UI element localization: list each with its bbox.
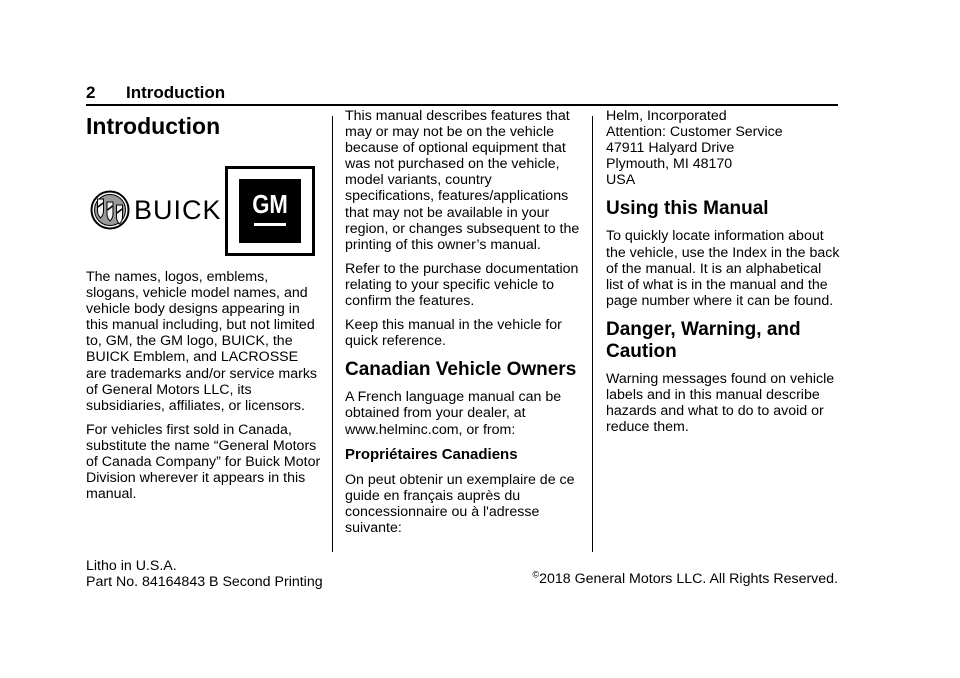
using-manual-heading: Using this Manual [606, 198, 769, 220]
using-manual-paragraph: To quickly locate information about the vehicle, use the Index in the back of the manual. It is an alphabetical list of what is in the manual and the page number where it can be found. [606, 228, 840, 309]
litho-text: Litho in U.S.A. [86, 558, 177, 574]
copyright-text: 2018 General Motors LLC. All Rights Reserved. [539, 571, 838, 587]
page-title: Introduction [86, 113, 221, 139]
column-1 [86, 108, 322, 510]
buick-tri-shield-icon [90, 190, 130, 230]
address-line: 47911 Halyard Drive [606, 140, 735, 157]
page-header [86, 82, 838, 106]
danger-warning-heading [606, 319, 842, 363]
address-line: Attention: Customer Service [606, 124, 783, 141]
address-line: Helm, Incorporated [606, 108, 727, 124]
french-manual-paragraph: A French language manual can be obtained from your dealer, at www.helminc.com, or from: [345, 389, 562, 438]
address-line: Plymouth, MI 48170 [606, 156, 733, 173]
address-line: USA [606, 172, 636, 189]
page-number: 2 [86, 83, 96, 102]
copyright-symbol: © [532, 569, 540, 580]
section-title: Introduction [126, 83, 226, 102]
danger-heading-line-1: Danger, Warning, and [606, 318, 801, 340]
buick-wordmark: BUICK [134, 195, 222, 225]
part-number: Part No. 84164843 B Second Printing [86, 574, 323, 590]
keep-manual-paragraph: Keep this manual in the vehicle for quick reference. [345, 317, 562, 350]
trademark-paragraph: The names, logos, emblems, slogans, vehicle model names, and vehicle body designs appearing in this manual including, but not limited to, GM, the GM logo, BUICK, the BUICK Emblem, and LACROSSE are trademarks and/or service marks of General Motors LLC, its subsidiaries, affiliates, or licensors. [86, 269, 318, 414]
column-divider [592, 116, 593, 552]
warning-paragraph: Warning messages found on vehicle labels and in this manual describe hazards and what to do to avoid or reduce them. [606, 370, 835, 436]
purchase-doc-paragraph: Refer to the purchase documentation relating to your specific vehicle to confirm the features. [345, 260, 579, 310]
buick-logo [90, 190, 222, 230]
footer-copyright [532, 571, 838, 587]
french-paragraph: On peut obtenir un exemplaire de ce guide en français auprès du concessionnaire ou à l'adresse suivante: [345, 471, 575, 536]
proprietaires-heading: Propriétaires Canadiens [345, 445, 518, 463]
gm-underline [254, 223, 286, 226]
column-2 [345, 108, 581, 544]
column-3 [606, 108, 842, 443]
danger-heading-line-2: Caution [606, 340, 677, 362]
helm-address [606, 108, 842, 188]
footer-left [86, 558, 323, 590]
features-paragraph: This manual describes features that may or may not be on the vehicle because of optional equipment that was not purchased on the vehicle, model variants, country specifications, features/applications that may not be available in your region, or changes subsequent to the printing of this owner’s manual. [345, 108, 580, 253]
canada-paragraph: For vehicles first sold in Canada, substitute the name “General Motors of Canada Company” for Buick Motor Division wherever it appears in this manual. [86, 421, 321, 503]
canadian-owners-heading: Canadian Vehicle Owners [345, 359, 577, 381]
brand-logos [86, 144, 322, 261]
column-divider [332, 116, 333, 552]
gm-logo [225, 166, 315, 256]
gm-wordmark: GM [252, 189, 288, 219]
